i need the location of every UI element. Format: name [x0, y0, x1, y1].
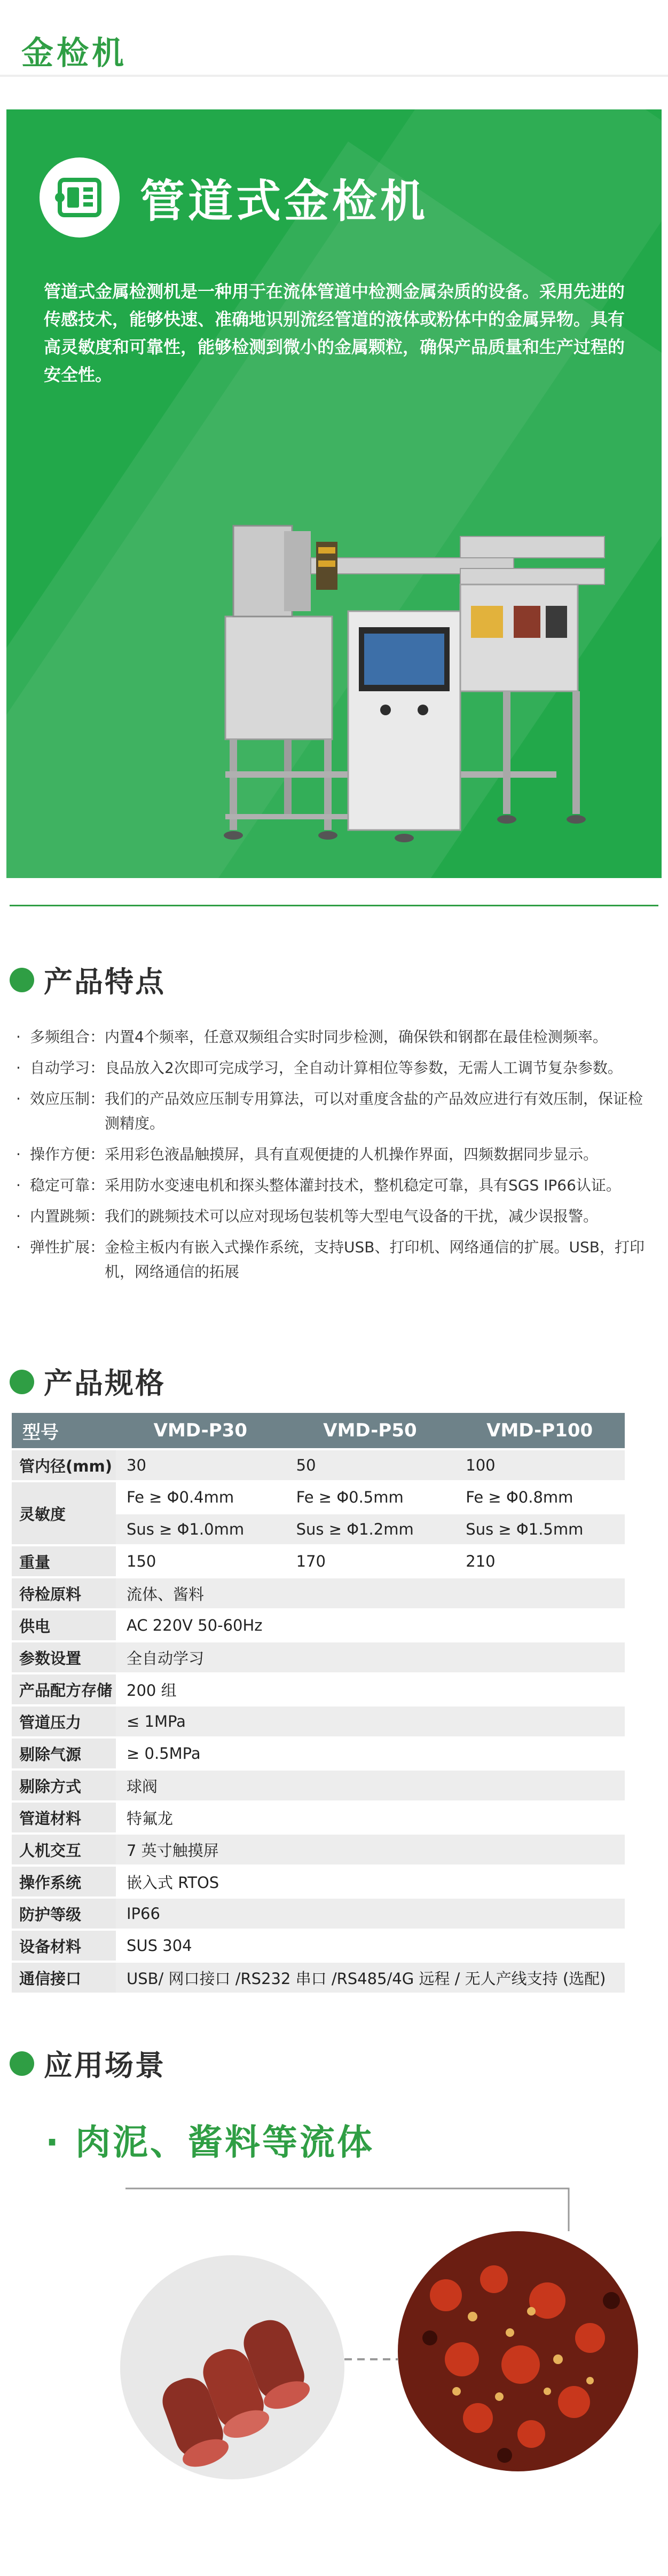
row-label: 防护等级 [12, 1899, 116, 1929]
pipeline-metal-detector-image [204, 494, 620, 867]
feature-name: 稳定可靠： [30, 1176, 105, 1194]
page-title: 金检机 [21, 35, 127, 72]
row-label: 剔除方式 [12, 1771, 116, 1800]
feature-list [16, 1025, 657, 1291]
feature-text: 采用彩色液晶触摸屏，具有直观便捷的人机操作界面，四频数据同步显示。 [105, 1145, 599, 1163]
row-label: 管内径(mm) [12, 1450, 116, 1480]
feature-text: 内置4个频率，任意双频组合实时同步检测，确保铁和钢都在最佳检测频率。 [105, 1028, 608, 1046]
cell: AC 220V 50-60Hz [116, 1610, 625, 1640]
row-label: 产品配方存储 [12, 1674, 116, 1704]
row-label: 管道材料 [12, 1803, 116, 1832]
table-row [12, 1963, 625, 1993]
hero-banner [6, 109, 662, 878]
table-row [12, 1546, 625, 1576]
table-header-label: 型号 [12, 1413, 116, 1448]
cell: ≤ 1MPa [116, 1706, 625, 1736]
table-row [12, 1899, 625, 1929]
feature-name: 效应压制： [30, 1090, 105, 1108]
feature-text: 金检主板内有嵌入式操作系统，支持USB、打印机、网络通信的扩展。USB，打印机，网络通信的拓展 [105, 1238, 645, 1281]
title-divider [0, 75, 668, 77]
cell: IP66 [116, 1899, 625, 1929]
cell: USB/ 网口接口 /RS232 串口 /RS485/4G 远程 / 无人产线支持 (选配) [116, 1963, 625, 1993]
cell: 30 [116, 1450, 286, 1480]
bullet: · [16, 1207, 21, 1225]
bullet: · [16, 1028, 21, 1046]
feature-name: 自动学习： [30, 1059, 105, 1077]
table-header-model: VMD-P100 [455, 1413, 625, 1448]
row-label: 参数设置 [12, 1642, 116, 1672]
row-label: 通信接口 [12, 1963, 116, 1993]
section-divider [10, 905, 658, 906]
table-row [12, 1450, 625, 1480]
bullet: · [16, 1090, 21, 1108]
feature-item [16, 1056, 657, 1080]
section-dot-icon [10, 1370, 34, 1394]
row-label: 重量 [12, 1546, 116, 1576]
row-label: 待检原料 [12, 1578, 116, 1608]
table-row [12, 1482, 625, 1512]
cell: 210 [455, 1546, 625, 1576]
hero-title: 管道式金检机 [140, 175, 429, 227]
table-header-model: VMD-P50 [286, 1413, 455, 1448]
cell: 全自动学习 [116, 1642, 625, 1672]
row-label: 灵敏度 [12, 1482, 116, 1544]
table-row [12, 1739, 625, 1768]
feature-item [16, 1087, 657, 1136]
row-label: 设备材料 [12, 1931, 116, 1961]
feature-item [16, 1025, 657, 1049]
application-subtitle: · 肉泥、酱料等流体 [45, 2122, 375, 2163]
cell: ≥ 0.5MPa [116, 1739, 625, 1768]
table-row [12, 1706, 625, 1736]
spec-table [12, 1411, 625, 1995]
row-label: 操作系统 [12, 1867, 116, 1897]
features-title: 产品特点 [44, 965, 166, 999]
bullet: · [16, 1176, 21, 1194]
cell: 特氟龙 [116, 1803, 625, 1832]
cell: 200 组 [116, 1674, 625, 1704]
row-label: 供电 [12, 1610, 116, 1640]
feature-name: 内置跳频： [30, 1207, 105, 1225]
feature-item [16, 1235, 657, 1284]
table-header-model: VMD-P30 [116, 1413, 286, 1448]
cell: Sus ≥ Φ1.2mm [286, 1514, 455, 1544]
table-row [12, 1610, 625, 1640]
feature-item [16, 1142, 657, 1167]
feature-text: 我们的产品效应压制专用算法，可以对重度含盐的产品效应进行有效压制，保证检测精度。 [105, 1090, 643, 1132]
row-label: 剔除气源 [12, 1739, 116, 1768]
table-row [12, 1674, 625, 1704]
cell: 嵌入式 RTOS [116, 1867, 625, 1897]
row-label: 管道压力 [12, 1706, 116, 1736]
cell: 100 [455, 1450, 625, 1480]
cell: 170 [286, 1546, 455, 1576]
cell: 流体、酱料 [116, 1578, 625, 1608]
cell: 7 英寸触摸屏 [116, 1835, 625, 1864]
chili-sauce-photo [398, 2231, 638, 2471]
feature-name: 操作方便： [30, 1145, 105, 1163]
bullet: · [16, 1238, 21, 1256]
section-dot-icon [10, 968, 34, 992]
cell: Fe ≥ Φ0.8mm [455, 1482, 625, 1512]
cell: SUS 304 [116, 1931, 625, 1961]
bullet: · [16, 1145, 21, 1163]
cell: Fe ≥ Φ0.5mm [286, 1482, 455, 1512]
table-row [12, 1642, 625, 1672]
sausage-illustration [120, 2255, 344, 2479]
table-header-row [12, 1413, 625, 1448]
cell: Sus ≥ Φ1.0mm [116, 1514, 286, 1544]
feature-text: 我们的跳频技术可以应对现场包装机等大型电气设备的干扰，减少误报警。 [105, 1207, 599, 1225]
feature-item [16, 1173, 657, 1198]
cell: 150 [116, 1546, 286, 1576]
table-row [12, 1867, 625, 1897]
table-row [12, 1771, 625, 1800]
cell: 球阀 [116, 1771, 625, 1800]
cell: Fe ≥ Φ0.4mm [116, 1482, 286, 1512]
hero-description: 管道式金属检测机是一种用于在流体管道中检测金属杂质的设备。采用先进的传感技术，能够快速、准确地识别流经管道的液体或粉体中的金属异物。具有高灵敏度和可靠性，能够检测到微小的金属颗粒，确保产品质量和生产过程的安全性。 [44, 281, 625, 385]
cell: 50 [286, 1450, 455, 1480]
cell: Sus ≥ Φ1.5mm [455, 1514, 625, 1544]
feature-item [16, 1204, 657, 1229]
section-dot-icon [10, 2051, 34, 2076]
feature-text: 良品放入2次即可完成学习，全自动计算相位等参数，无需人工调节复杂参数。 [105, 1059, 623, 1077]
bullet: · [16, 1059, 21, 1077]
table-row [12, 1803, 625, 1832]
table-row [12, 1931, 625, 1961]
table-row [12, 1578, 625, 1608]
feature-text: 采用防水变速电机和探头整体灌封技术，整机稳定可靠，具有SGS IP66认证。 [105, 1176, 621, 1194]
feature-name: 多频组合： [30, 1028, 105, 1046]
table-row [12, 1835, 625, 1864]
feature-name: 弹性扩展： [30, 1238, 105, 1256]
detector-icon [40, 157, 120, 238]
specs-title: 产品规格 [44, 1366, 166, 1400]
row-label: 人机交互 [12, 1835, 116, 1864]
application-title: 应用场景 [44, 2049, 166, 2082]
